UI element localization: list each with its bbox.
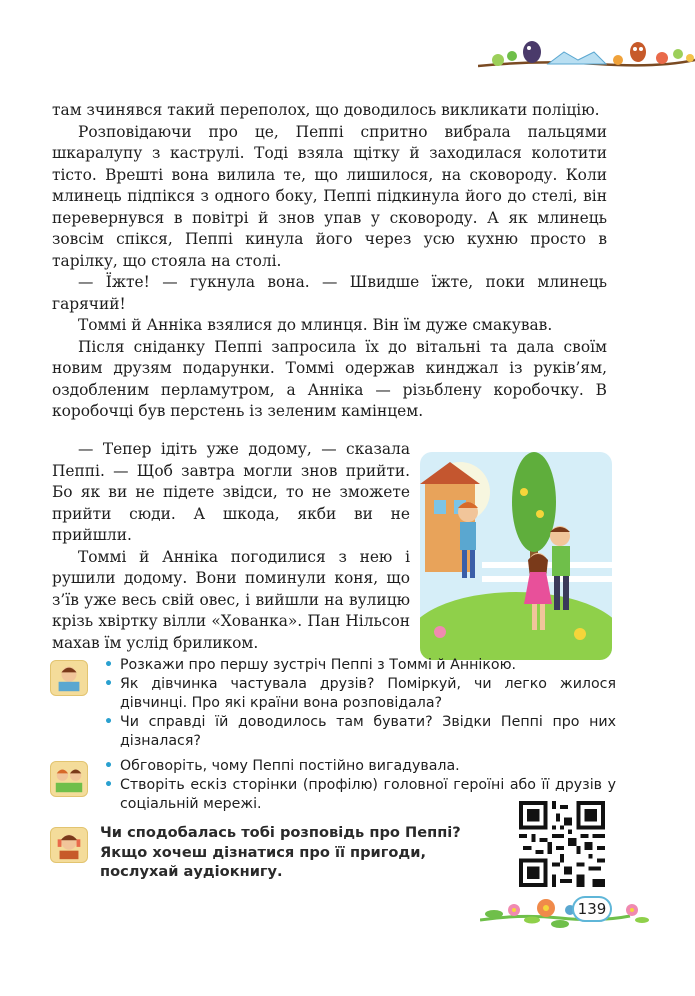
tasks-section [46,656,616,820]
story-paragraph: Томмі й Анніка погодилися з нею і рушили додому. Вони поминули коня, що з’їв уже весь свій овес, і вийшли на вулицю крізь хвіртку вілли «Хованка». Пан Нільсон махав їм услід бриликом. [52,547,410,652]
page-number: 139 [572,896,612,922]
story-paragraph: Розповідаючи про це, Пеппі спритно вибрала пальцями шкаралупу з каструлі. Тоді взяла щітку й заходилася колотити тісто. Врешті вона вилила те, що лишилося, на сковороду. Коли млинець підпікся з одного боку, Пеппі підкинула його до стелі, він перевернувся в повітрі й знов упав у сковороду. А як млинець зовсім спікся, Пеппі кинула його через усю кухню просто в тарілку, що стояла на столі. [52,122,607,270]
book-icon [548,52,606,64]
branch-decoration [478,30,695,90]
story-text-wrapped [52,439,410,654]
story-paragraph: Після сніданку Пеппі запросила їх до вітальні та дала своїм новим друзям подарунки. Томмі одержав кинджал із руків’ям, оздобленим перламутром, а Анніка — різьблену коробочку. В коробочці був перстень із зеленим камінцем. [52,337,607,420]
story-text [52,100,607,423]
bird-icon [523,41,541,63]
task-item: • Створіть ескіз сторінки (профілю) головної героїні або її друзів у соціальній мережі. [102,776,616,814]
audiobook-line: Якщо хочеш дізнатися про її пригоди, [100,843,426,861]
audiobook-line: послухай аудіокнигу. [100,863,283,880]
audiobook-text [100,823,500,882]
children-pair-icon [50,761,88,797]
qr-code[interactable] [519,801,605,887]
task-item: • Обговоріть, чому Пеппі постійно вигадувала. [102,757,616,776]
children-illustration [420,452,612,660]
audiobook-line: Чи сподобалась тобі розповідь про Пеппі? [100,824,461,841]
story-paragraph: — Тепер ідіть уже додому, — сказала Пеппі. — Щоб завтра могли знов прийти. Бо як ви не підете звідси, то не зможете прийти сюди. А шкода, якби ви не прийшли. [52,440,410,544]
child-listening-icon [50,827,88,863]
story-paragraph: — Їжте! — гукнула вона. — Швидше їжте, поки млинець гарячий! [52,273,607,313]
flowers-decoration [480,880,650,940]
story-paragraph: там зчинявся такий переполох, що доводилось викликати поліцію. [52,101,600,119]
task-item: • Як дівчинка частувала друзів? Поміркуй, чи легко жилося дівчинці. Про які країни вона розповідала? [102,675,616,713]
story-paragraph: Томмі й Анніка взялися до млинця. Він їм дуже смакував. [78,316,553,334]
task-item: • Чи справді їй доводилось там бувати? Звідки Пеппі про них дізналася? [102,713,616,751]
task-item: • Розкажи про першу зустріч Пеппі з Томмі й Аннікою. [102,656,616,675]
owl-icon [630,42,646,62]
task-group-individual [46,656,616,751]
child-reading-icon [50,660,88,696]
